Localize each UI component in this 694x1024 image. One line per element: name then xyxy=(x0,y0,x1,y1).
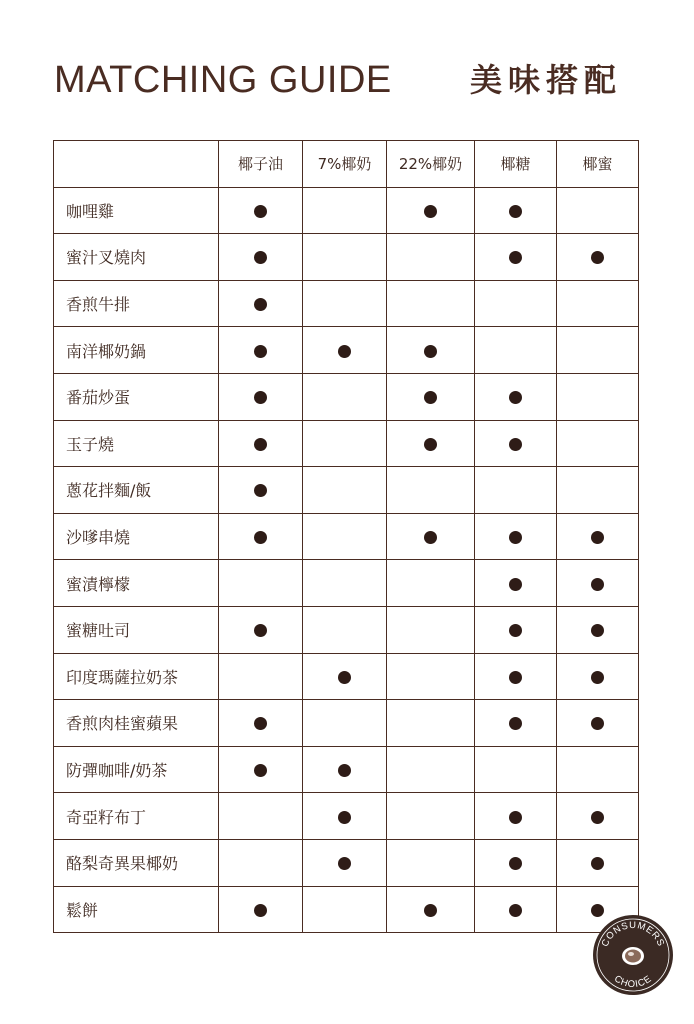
match-cell xyxy=(303,280,387,327)
match-cell xyxy=(219,653,303,700)
match-cell xyxy=(303,886,387,933)
dish-name: 咖哩雞 xyxy=(54,187,219,234)
match-dot xyxy=(509,904,522,917)
match-dot xyxy=(424,205,437,218)
match-cell xyxy=(475,746,557,793)
table-row xyxy=(54,746,639,793)
match-dot xyxy=(338,857,351,870)
match-dot xyxy=(254,298,267,311)
match-cell xyxy=(219,187,303,234)
table-row xyxy=(54,839,639,886)
match-dot xyxy=(509,438,522,451)
match-cell xyxy=(475,280,557,327)
match-cell xyxy=(303,234,387,281)
match-cell xyxy=(387,467,475,514)
match-cell xyxy=(303,700,387,747)
match-cell xyxy=(303,606,387,653)
match-dot xyxy=(591,251,604,264)
match-cell xyxy=(557,513,639,560)
match-dot xyxy=(254,205,267,218)
match-cell xyxy=(557,187,639,234)
match-cell xyxy=(557,746,639,793)
match-cell xyxy=(219,513,303,560)
match-cell xyxy=(387,513,475,560)
match-dot xyxy=(424,438,437,451)
match-cell xyxy=(475,187,557,234)
match-cell xyxy=(557,420,639,467)
match-cell xyxy=(557,560,639,607)
match-cell xyxy=(303,560,387,607)
match-cell xyxy=(387,420,475,467)
table-row xyxy=(54,187,639,234)
match-cell xyxy=(557,280,639,327)
table-row xyxy=(54,700,639,747)
match-dot xyxy=(509,251,522,264)
match-cell xyxy=(303,839,387,886)
match-cell xyxy=(303,327,387,374)
badge-top-text: CONSUMERS xyxy=(599,919,667,949)
table-header-row xyxy=(54,141,639,188)
dish-name: 沙嗲串燒 xyxy=(54,513,219,560)
badge-bottom-text: CHOICE xyxy=(612,973,654,991)
match-dot xyxy=(338,345,351,358)
match-dot xyxy=(254,391,267,404)
dish-name: 防彈咖啡/奶茶 xyxy=(54,746,219,793)
match-cell xyxy=(219,746,303,793)
match-dot xyxy=(254,251,267,264)
match-cell xyxy=(557,234,639,281)
column-header: 22%椰奶 xyxy=(387,141,475,188)
consumers-choice-badge xyxy=(592,914,674,996)
match-cell xyxy=(303,373,387,420)
match-cell xyxy=(387,700,475,747)
match-cell xyxy=(387,187,475,234)
match-cell xyxy=(475,420,557,467)
match-cell xyxy=(219,839,303,886)
coconut-icon xyxy=(622,947,644,965)
match-cell xyxy=(475,373,557,420)
match-dot xyxy=(591,857,604,870)
match-cell xyxy=(475,886,557,933)
match-dot xyxy=(509,811,522,824)
match-dot xyxy=(591,531,604,544)
match-dot xyxy=(509,205,522,218)
match-cell xyxy=(475,467,557,514)
dish-name: 南洋椰奶鍋 xyxy=(54,327,219,374)
match-cell xyxy=(303,793,387,840)
match-cell xyxy=(219,373,303,420)
dish-name: 蜜糖吐司 xyxy=(54,606,219,653)
column-header: 椰糖 xyxy=(475,141,557,188)
match-cell xyxy=(219,700,303,747)
table-row xyxy=(54,560,639,607)
match-cell xyxy=(219,420,303,467)
match-dot xyxy=(424,345,437,358)
match-dot xyxy=(591,671,604,684)
table-row xyxy=(54,420,639,467)
match-dot xyxy=(591,578,604,591)
title-chinese: 美味搭配 xyxy=(470,61,623,99)
match-dot xyxy=(254,904,267,917)
match-dot xyxy=(424,391,437,404)
match-cell xyxy=(387,280,475,327)
column-header: 椰蜜 xyxy=(557,141,639,188)
match-dot xyxy=(591,717,604,730)
dish-name: 鬆餅 xyxy=(54,886,219,933)
match-cell xyxy=(387,327,475,374)
match-dot xyxy=(338,764,351,777)
match-cell xyxy=(219,886,303,933)
match-cell xyxy=(387,373,475,420)
match-cell xyxy=(475,793,557,840)
match-dot xyxy=(254,717,267,730)
table-row xyxy=(54,513,639,560)
match-cell xyxy=(219,793,303,840)
match-dot xyxy=(254,484,267,497)
dish-name: 香煎肉桂蜜蘋果 xyxy=(54,700,219,747)
match-cell xyxy=(557,606,639,653)
table-row xyxy=(54,373,639,420)
table-row xyxy=(54,280,639,327)
match-cell xyxy=(475,327,557,374)
table-row xyxy=(54,467,639,514)
match-cell xyxy=(557,467,639,514)
match-dot xyxy=(254,438,267,451)
match-dot xyxy=(509,578,522,591)
match-cell xyxy=(475,560,557,607)
match-cell xyxy=(387,606,475,653)
dish-name: 蔥花拌麵/飯 xyxy=(54,467,219,514)
match-cell xyxy=(557,327,639,374)
match-cell xyxy=(475,839,557,886)
match-dot xyxy=(591,811,604,824)
dish-name: 蜜汁叉燒肉 xyxy=(54,234,219,281)
match-cell xyxy=(387,886,475,933)
match-cell xyxy=(475,653,557,700)
match-cell xyxy=(387,839,475,886)
match-dot xyxy=(338,811,351,824)
match-dot xyxy=(424,904,437,917)
match-dot xyxy=(338,671,351,684)
match-dot xyxy=(254,764,267,777)
dish-name: 酪梨奇異果椰奶 xyxy=(54,839,219,886)
match-cell xyxy=(387,234,475,281)
table-row xyxy=(54,886,639,933)
match-dot xyxy=(591,624,604,637)
match-dot xyxy=(254,345,267,358)
match-dot xyxy=(509,531,522,544)
match-cell xyxy=(557,373,639,420)
match-cell xyxy=(557,653,639,700)
table-body xyxy=(54,187,639,933)
match-cell xyxy=(219,327,303,374)
match-cell xyxy=(557,793,639,840)
match-cell xyxy=(387,793,475,840)
dish-name: 玉子燒 xyxy=(54,420,219,467)
match-cell xyxy=(303,746,387,793)
match-dot xyxy=(509,391,522,404)
match-cell xyxy=(475,513,557,560)
match-cell xyxy=(219,606,303,653)
match-cell xyxy=(219,467,303,514)
dish-name: 奇亞籽布丁 xyxy=(54,793,219,840)
table-row xyxy=(54,793,639,840)
match-dot xyxy=(254,531,267,544)
match-cell xyxy=(475,700,557,747)
match-dot xyxy=(509,624,522,637)
match-cell xyxy=(303,187,387,234)
dish-name: 蜜漬檸檬 xyxy=(54,560,219,607)
page-title xyxy=(54,58,644,108)
dish-name: 印度瑪薩拉奶茶 xyxy=(54,653,219,700)
match-cell xyxy=(387,560,475,607)
match-dot xyxy=(424,531,437,544)
table-row xyxy=(54,234,639,281)
match-cell xyxy=(303,513,387,560)
matching-guide-table xyxy=(53,140,639,933)
table-row xyxy=(54,327,639,374)
table-row xyxy=(54,653,639,700)
column-header: 椰子油 xyxy=(219,141,303,188)
match-cell xyxy=(475,606,557,653)
match-dot xyxy=(509,717,522,730)
dish-name: 香煎牛排 xyxy=(54,280,219,327)
table-row xyxy=(54,606,639,653)
match-cell xyxy=(387,746,475,793)
match-cell xyxy=(387,653,475,700)
match-cell xyxy=(303,420,387,467)
match-cell xyxy=(303,653,387,700)
match-cell xyxy=(475,234,557,281)
match-cell xyxy=(557,839,639,886)
title-english: MATCHING GUIDE xyxy=(54,59,392,101)
match-cell xyxy=(219,234,303,281)
match-cell xyxy=(219,280,303,327)
match-cell xyxy=(219,560,303,607)
match-dot xyxy=(509,671,522,684)
match-dot xyxy=(254,624,267,637)
dish-name: 番茄炒蛋 xyxy=(54,373,219,420)
match-cell xyxy=(303,467,387,514)
column-header: 7%椰奶 xyxy=(303,141,387,188)
match-dot xyxy=(509,857,522,870)
header-corner-cell xyxy=(54,141,219,188)
match-cell xyxy=(557,700,639,747)
